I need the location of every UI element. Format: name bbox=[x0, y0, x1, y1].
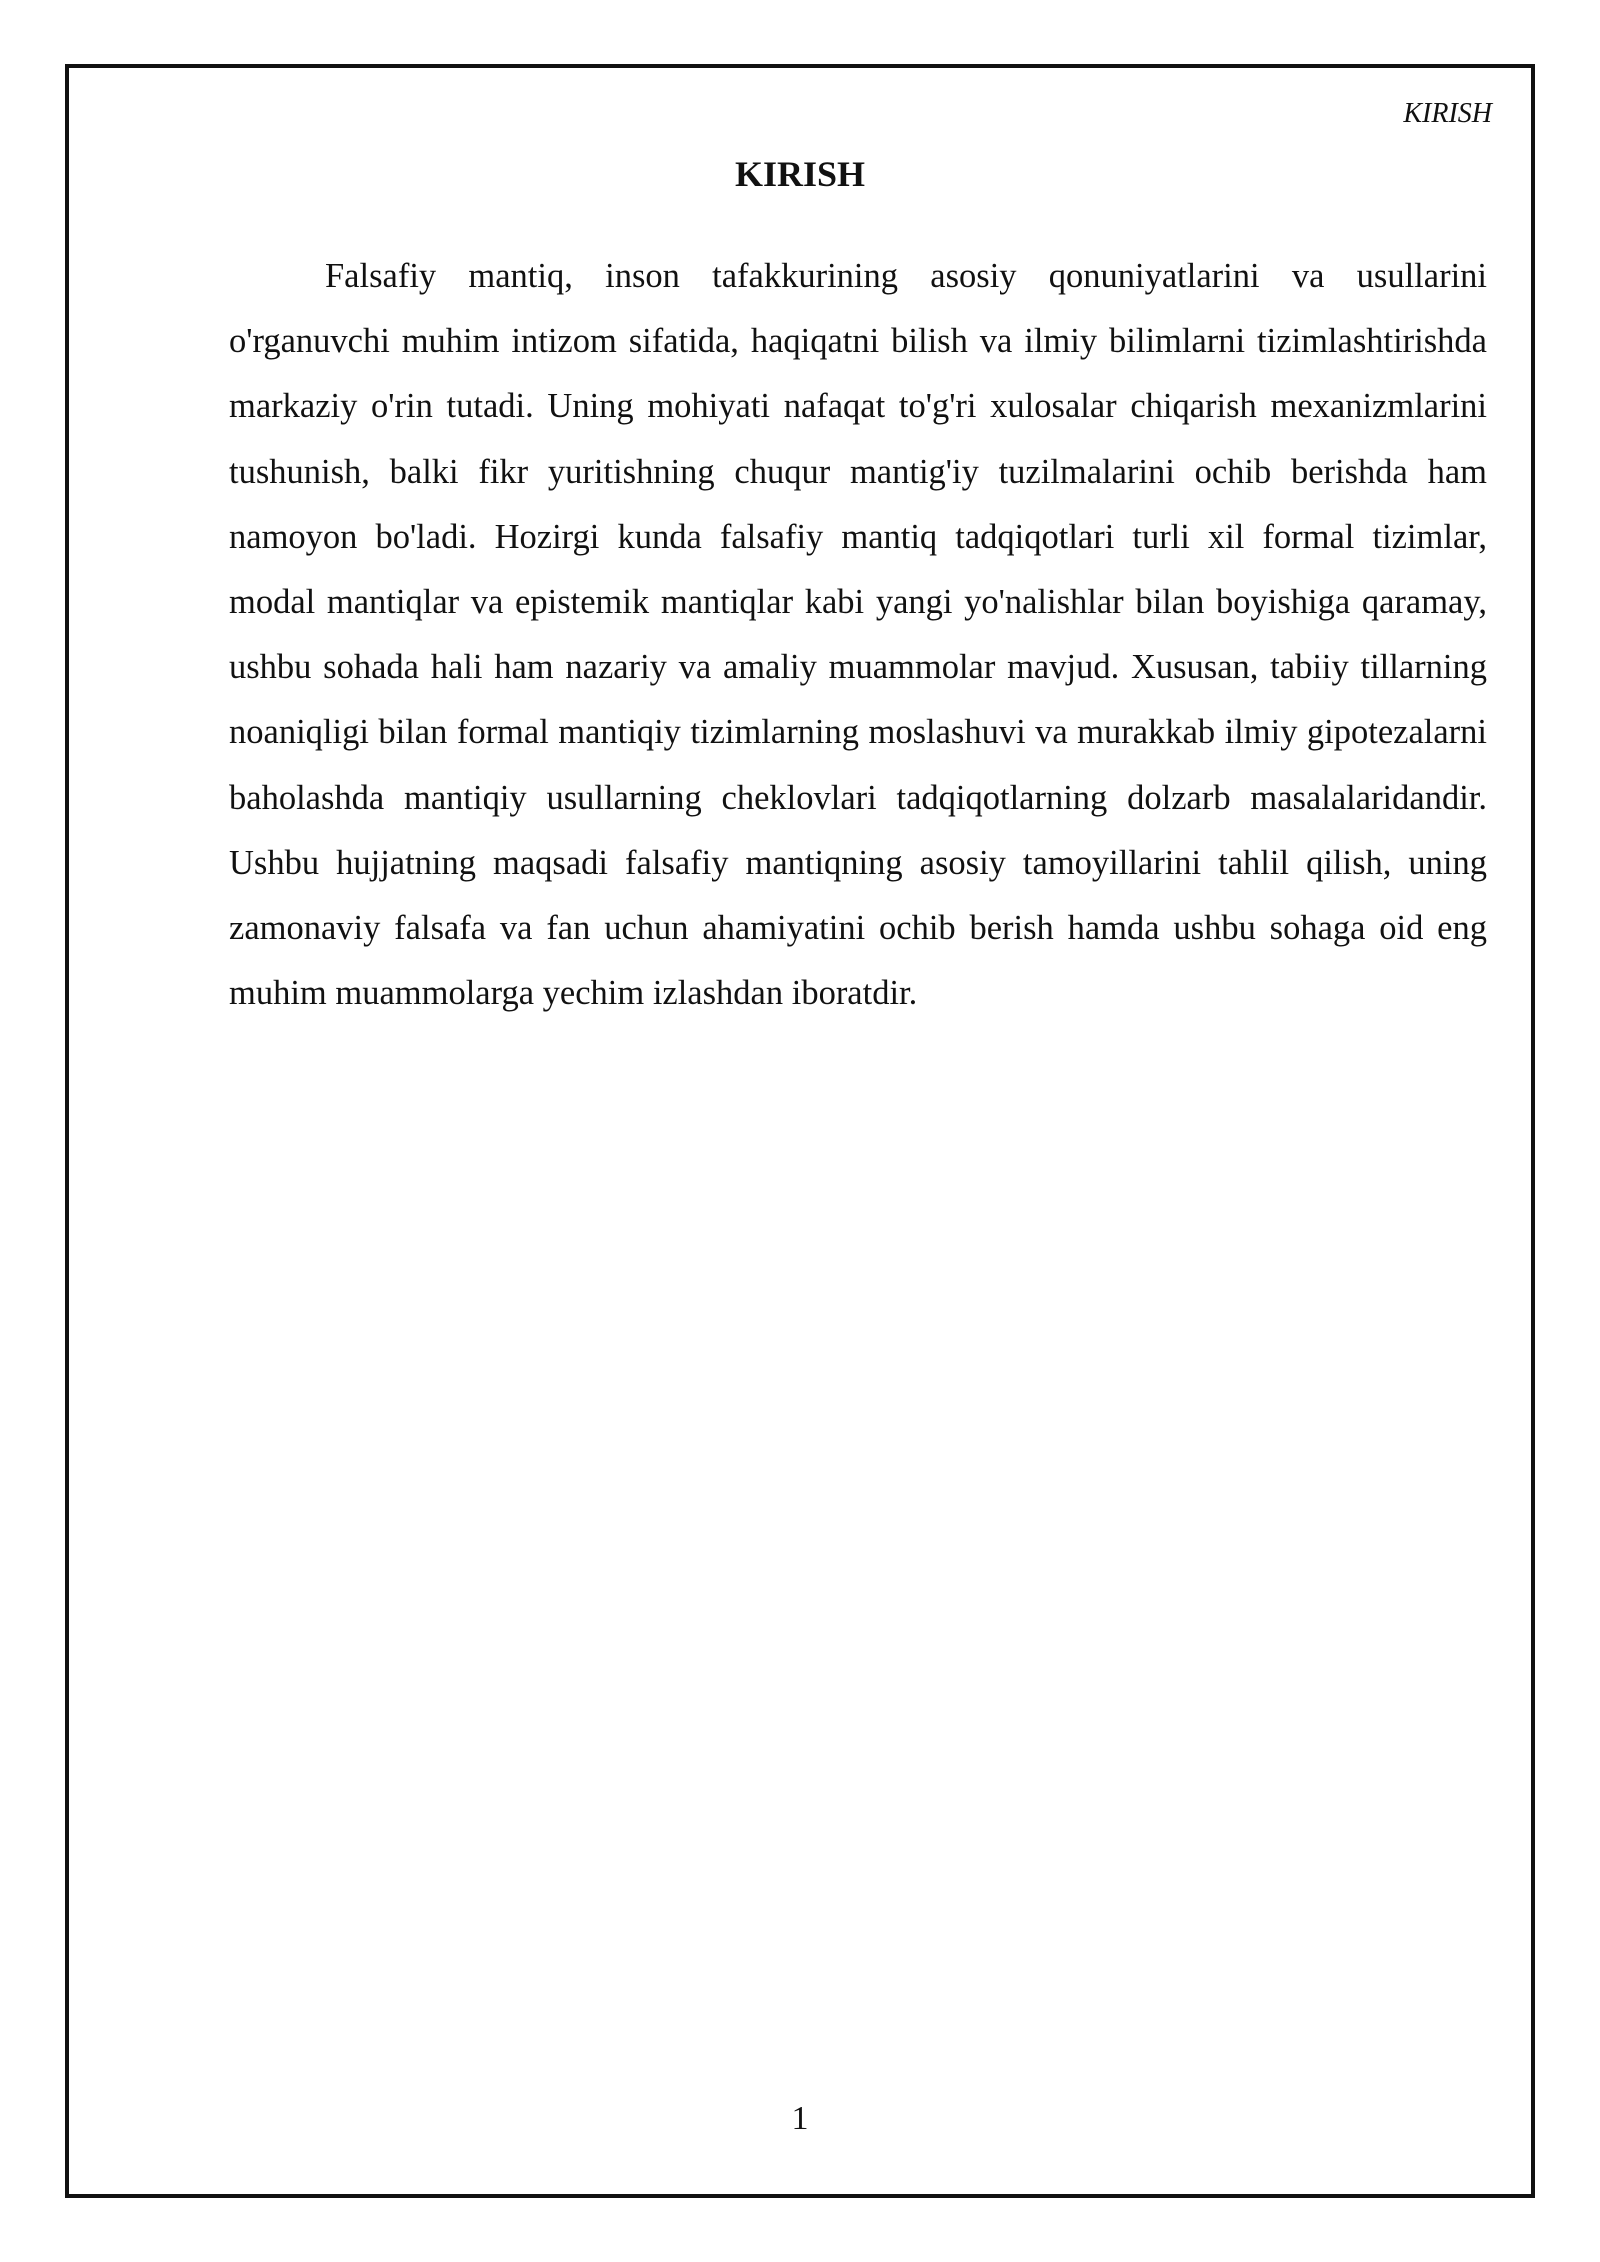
page-title: KIRISH bbox=[734, 154, 866, 194]
running-header: KIRISH bbox=[1403, 98, 1492, 129]
page-number: 1 bbox=[791, 2100, 809, 2137]
body-paragraph: Falsafiy mantiq, inson tafakkurining asosiy qonuniyatlarini va usullarini o'rganuvchi muhim intizom sifatida, haqiqatni bilish va ilmiy bilimlarni tizimlashtirishda markaziy o'rin tutadi. Uning mohiyati nafaqat to'g'ri xulosalar chiqarish mexanizmlarini tushunish, balki fikr yuritishning chuqur mantig'iy tuzilmalarini ochib berishda ham namoyon bo'ladi. Hozirgi kunda falsafiy mantiq tadqiqotlari turli xil formal tizimlar, modal mantiqlar va epistemik mantiqlar kabi yangi yo'nalishlar bilan boyishiga qaramay, ushbu sohada hali ham nazariy va amaliy muammolar mavjud. Xususan, tabiiy tillarning noaniqligi bilan formal mantiqiy tizimlarning moslashuvi va murakkab ilmiy gipotezalarni baholashda mantiqiy usullarning cheklovlari tadqiqotlarning dolzarb masalalaridandir. Ushbu hujjatning maqsadi falsafiy mantiqning asosiy tamoyillarini tahlil qilish, uning zamonaviy falsafa va fan uchun ahamiyatini ochib berish hamda ushbu sohaga oid eng muhim muammolarga yechim izlashdan iboratdir. bbox=[229, 257, 1487, 1013]
